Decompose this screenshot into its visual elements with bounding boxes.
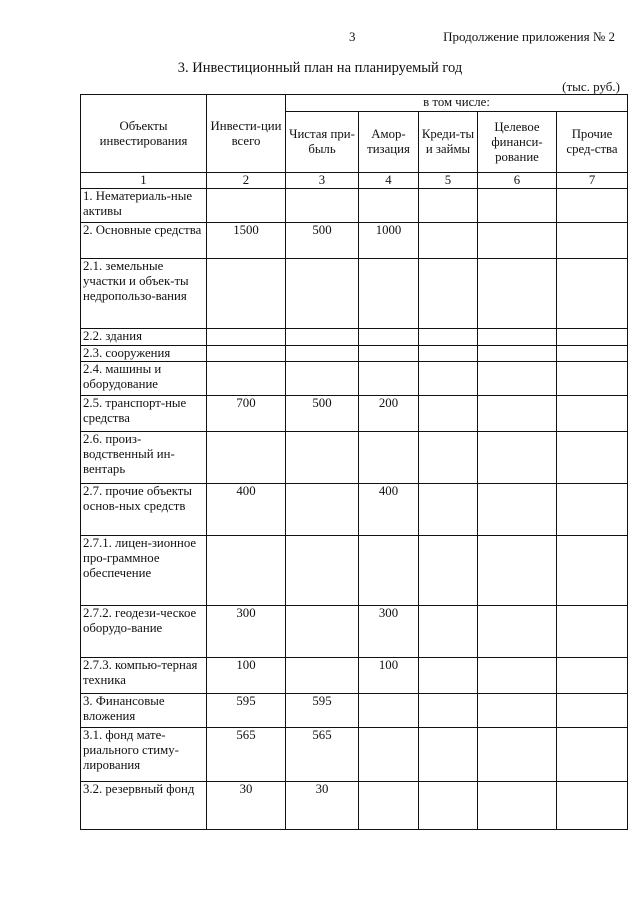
column-number: 2 [207,173,286,189]
unit-note: (тыс. руб.) [562,79,620,94]
row-amortization [359,259,419,329]
row-net-profit: 595 [286,694,359,728]
row-other-funds [557,484,628,536]
row-total: 300 [207,606,286,658]
row-amortization: 100 [359,658,419,694]
row-net-profit [286,658,359,694]
row-total [207,432,286,484]
row-target-financing [478,329,557,346]
row-target-financing [478,189,557,223]
column-number: 5 [419,173,478,189]
row-credits-loans [419,484,478,536]
row-total: 595 [207,694,286,728]
table-row [81,362,628,396]
row-target-financing [478,782,557,830]
row-credits-loans [419,728,478,782]
row-target-financing [478,728,557,782]
row-object: 2.7.2. геодези-ческое оборудо-вание [81,606,207,658]
row-other-funds [557,658,628,694]
row-object: 2.7. прочие объекты основ-ных средств [81,484,207,536]
row-amortization [359,782,419,830]
table-body [81,189,628,830]
row-other-funds [557,396,628,432]
row-net-profit [286,536,359,606]
header-row [81,95,628,112]
header-amortization: Амор-тизация [359,112,419,173]
column-number: 3 [286,173,359,189]
row-amortization [359,346,419,362]
column-number: 4 [359,173,419,189]
row-credits-loans [419,329,478,346]
row-amortization [359,694,419,728]
row-other-funds [557,606,628,658]
column-number: 7 [557,173,628,189]
row-total [207,189,286,223]
row-object: 2.5. транспорт-ные средства [81,396,207,432]
row-target-financing [478,259,557,329]
row-target-financing [478,606,557,658]
row-net-profit: 500 [286,223,359,259]
row-other-funds [557,362,628,396]
header-other-funds: Прочие сред-ства [557,112,628,173]
row-credits-loans [419,362,478,396]
row-other-funds [557,346,628,362]
row-net-profit [286,484,359,536]
row-credits-loans [419,782,478,830]
row-other-funds [557,694,628,728]
row-credits-loans [419,346,478,362]
row-target-financing [478,658,557,694]
row-target-financing [478,432,557,484]
table-row [81,189,628,223]
row-object: 1. Нематериаль-ные активы [81,189,207,223]
row-total [207,346,286,362]
table-row [81,396,628,432]
row-target-financing [478,536,557,606]
row-target-financing [478,694,557,728]
row-object: 2.7.1. лицен-зионное про-граммное обеспечение [81,536,207,606]
row-total: 1500 [207,223,286,259]
row-net-profit [286,606,359,658]
row-net-profit [286,329,359,346]
row-credits-loans [419,536,478,606]
row-target-financing [478,223,557,259]
row-credits-loans [419,432,478,484]
row-amortization [359,189,419,223]
table-row [81,694,628,728]
table-row [81,223,628,259]
table-row [81,728,628,782]
row-other-funds [557,329,628,346]
table-row [81,658,628,694]
row-object: 2.3. сооружения [81,346,207,362]
row-object: 2.6. произ-водственный ин-вентарь [81,432,207,484]
row-target-financing [478,484,557,536]
row-total: 100 [207,658,286,694]
column-number: 1 [81,173,207,189]
row-net-profit [286,362,359,396]
row-amortization: 200 [359,396,419,432]
row-total: 565 [207,728,286,782]
row-net-profit: 565 [286,728,359,782]
header-target-financing: Целевое финанси-рование [478,112,557,173]
row-credits-loans [419,223,478,259]
row-amortization [359,728,419,782]
row-other-funds [557,223,628,259]
row-object: 2.1. земельные участки и объек-ты недропользо-вания [81,259,207,329]
row-target-financing [478,362,557,396]
row-credits-loans [419,259,478,329]
row-amortization [359,362,419,396]
table-row [81,259,628,329]
table-row [81,484,628,536]
row-credits-loans [419,694,478,728]
row-total [207,536,286,606]
row-object: 3.1. фонд мате-риального стиму-лирования [81,728,207,782]
header-net-profit: Чистая при-быль [286,112,359,173]
row-amortization: 400 [359,484,419,536]
row-object: 2.4. машины и оборудование [81,362,207,396]
row-other-funds [557,782,628,830]
row-total [207,362,286,396]
row-amortization [359,432,419,484]
document-title: 3. Инвестиционный план на планируемый год [177,60,463,76]
row-target-financing [478,396,557,432]
row-net-profit [286,346,359,362]
table-row [81,329,628,346]
table-row [81,346,628,362]
table-row [81,782,628,830]
header-credits-loans: Креди-ты и займы [419,112,478,173]
row-credits-loans [419,658,478,694]
row-net-profit [286,432,359,484]
row-total [207,329,286,346]
row-net-profit [286,259,359,329]
investment-plan-table [80,94,628,830]
row-target-financing [478,346,557,362]
row-object: 2.7.3. компью-терная техника [81,658,207,694]
row-total: 700 [207,396,286,432]
row-amortization [359,536,419,606]
row-other-funds [557,259,628,329]
row-total: 400 [207,484,286,536]
column-numbers-row [81,173,628,189]
header-total-investment: Инвести-ции всего [207,95,286,173]
row-object: 3. Финансовые вложения [81,694,207,728]
row-credits-loans [419,396,478,432]
row-amortization: 1000 [359,223,419,259]
row-credits-loans [419,189,478,223]
header-including-group: в том числе: [286,95,628,112]
row-amortization: 300 [359,606,419,658]
row-other-funds [557,536,628,606]
row-other-funds [557,189,628,223]
row-other-funds [557,432,628,484]
table-row [81,432,628,484]
row-net-profit: 500 [286,396,359,432]
row-net-profit [286,189,359,223]
row-object: 3.2. резервный фонд [81,782,207,830]
row-object: 2.2. здания [81,329,207,346]
row-object: 2. Основные средства [81,223,207,259]
row-net-profit: 30 [286,782,359,830]
row-total: 30 [207,782,286,830]
header-objects: Объекты инвестирования [81,95,207,173]
table-row [81,606,628,658]
row-total [207,259,286,329]
column-number: 6 [478,173,557,189]
appendix-continuation-label: Продолжение приложения № 2 [443,29,615,44]
row-other-funds [557,728,628,782]
table-row [81,536,628,606]
row-amortization [359,329,419,346]
row-credits-loans [419,606,478,658]
page-number: 3 [349,29,356,44]
